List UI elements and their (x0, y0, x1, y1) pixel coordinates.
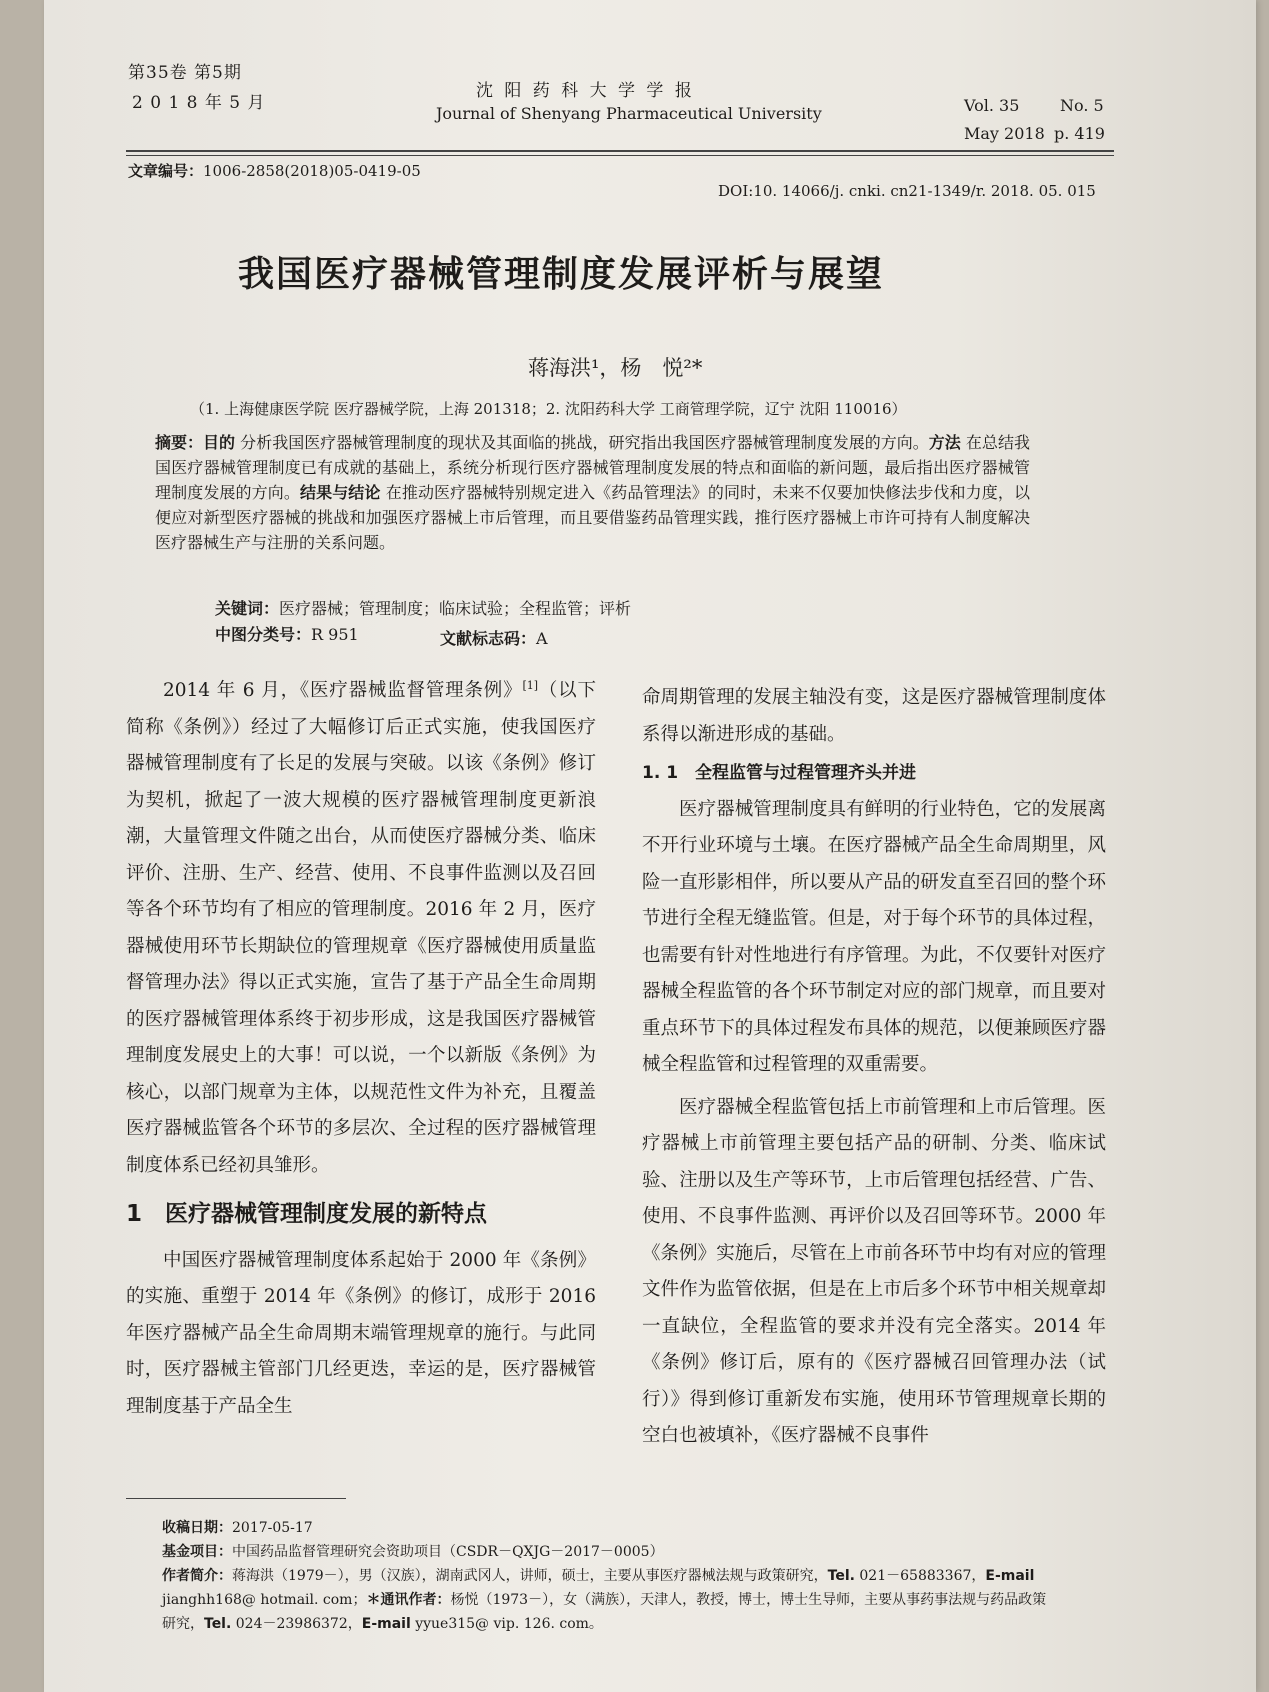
right-column (642, 680, 1106, 1455)
doi: DOI:10. 14066/j. cnki. cn21-1349/r. 2018. 05. 015 (718, 182, 1096, 200)
keywords: 关键词：医疗器械；管理制度；临床试验；全程监管；评析 (215, 599, 632, 618)
continued-paragraph: 命周期管理的发展主轴没有变，这是医疗器械管理制度体系得以渐进形成的基础。 (642, 687, 1106, 745)
footnote-rule (126, 1498, 346, 1499)
date-en: May 2018 (964, 124, 1045, 143)
received-date: 收稿日期：2017-05-17 (162, 1520, 313, 1536)
intro-paragraph: 2014 年 6 月，《医疗器械监督管理条例》[1]（以下简称《条例》）经过了大幅修订后正式实施，使我国医疗器械管理制度有了长足的发展与突破。以该《条例》修订为契机，掀起了一波大规模的医疗器械管理制度更新浪潮，大量管理文件随之出台，从而使医疗器械分类、临床评价、注册、生产、经营、使用、不良事件监测以及召回等各个环节均有了相应的管理制度。2016 年 2 月，医疗器械使用环节长期缺位的管理规章《医疗器械使用质量监督管理办法》得以正式实施，宣告了基于产品全生命周期的医疗器械管理体系终于初步形成，这是我国医疗器械管理制度发展史上的大事！可以说，一个以新版《条例》为核心，以部门规章为主体，以规范性文件为补充，且覆盖医疗器械监管各个环节的多层次、全过程的医疗器械管理制度体系已经初具雏形。 (126, 679, 596, 1176)
section-1-paragraph: 中国医疗器械管理制度体系起始于 2000 年《条例》的实施、重塑于 2014 年《条例》的修订，成形于 2016 年医疗器械产品全生命周期末端管理规章的施行。与此同时，医疗器械主管部门几经更迭，幸运的是，医疗器械管理制度基于产品全生 (126, 1249, 596, 1417)
date-cn: 2 0 1 8 年 5 月 (132, 93, 266, 113)
journal-name-en: Journal of Shenyang Pharmaceutical University (436, 104, 822, 123)
volume-issue-cn: 第35卷 第5期 (128, 63, 242, 83)
citation-ref[interactable]: [1] (522, 679, 539, 692)
volume-en: Vol. 35 (964, 96, 1020, 115)
section-1-1-heading: 1. 1 全程监管与过程管理齐头并进 (642, 763, 917, 783)
issue-en: No. 5 (1060, 96, 1104, 115)
document-code: 文献标志码：A (440, 629, 548, 648)
journal-name-cn: 沈 阳 药 科 大 学 学 报 (476, 81, 695, 101)
author-bio: 作者简介：蒋海洪（1979－），男（汉族），湖南武冈人，讲师，硕士，主要从事医疗器械法规与政策研究，Tel. 021－65883367，E-mail jianghh168@ hotmail. com；＊通讯作者：杨悦（1973－），女（满族），天津人，教授，博士，博士生导师，主要从事药事法规与药品政策研究，Tel. 024－23986372，E-mail yyue315@ vip. 126. com。 (162, 1568, 1047, 1632)
email-address-1[interactable]: jianghh168@ hotmail. com； (162, 1592, 367, 1608)
affiliation: （1. 上海健康医学院 医疗器械学院，上海 201318；2. 沈阳药科大学 工商管理学院，辽宁 沈阳 110016） (190, 400, 907, 418)
article-title: 我国医疗器械管理制度发展评析与展望 (238, 254, 885, 295)
abstract: 摘要：目的 分析我国医疗器械管理制度的现状及其面临的挑战，研究指出我国医疗器械管理制度发展的方向。方法 在总结我国医疗器械管理制度已有成就的基础上，系统分析现行医疗器械管理制度发展的特点和面临的新问题，最后指出医疗器械管理制度发展的方向。结果与结论 在推动医疗器械特别规定进入《药品管理法》的同时，未来不仅要加快修法步伐和力度，以便应对新型医疗器械的挑战和加强医疗器械上市后管理，而且要借鉴药品管理实践，推行医疗器械上市许可持有人制度解决医疗器械生产与注册的关系问题。 (155, 433, 1030, 552)
page-number: p. 419 (1054, 124, 1105, 143)
email-label: E-mail (985, 1568, 1035, 1584)
fund-info: 基金项目：中国药品监督管理研究会资助项目（CSDR－QXJG－2017－0005） (162, 1544, 664, 1560)
footnotes (118, 1516, 1058, 1636)
left-column (126, 668, 596, 1425)
email-address-2[interactable]: yyue315@ vip. 126. com。 (410, 1616, 603, 1632)
classification: 中图分类号：R 951 (215, 625, 359, 644)
header-rule-bottom (126, 155, 1114, 156)
authors: 蒋海洪¹，杨 悦²* (528, 356, 703, 380)
section-1-heading: 1 医疗器械管理制度发展的新特点 (126, 1201, 488, 1228)
header-rule-top (126, 150, 1114, 152)
article-number: 文章编号：1006-2858(2018)05-0419-05 (128, 162, 421, 180)
section-1-1-paragraph-1: 医疗器械管理制度具有鲜明的行业特色，它的发展离不开行业环境与土壤。在医疗器械产品全生命周期里，风险一直形影相伴，所以要从产品的研发直至召回的整个环节进行全程无缝监管。但是，对于每个环节的具体过程，也需要有针对性地进行有序管理。为此，不仅要针对医疗器械全程监管的各个环节制定对应的部门规章，而且要对重点环节下的具体过程发布具体的规范，以便兼顾医疗器械全程监管和过程管理的双重需要。 (642, 798, 1106, 1075)
section-1-1-paragraph-2: 医疗器械全程监管包括上市前管理和上市后管理。医疗器械上市前管理主要包括产品的研制、分类、临床试验、注册以及生产等环节，上市后管理包括经营、广告、使用、不良事件监测、再评价以及召回等环节。2000 年《条例》实施后，尽管在上市前各环节中均有对应的管理文件作为监管依据，但是在上市后多个环节中相关规章却一直缺位，全程监管的要求并没有完全落实。2014 年《条例》修订后，原有的《医疗器械召回管理办法（试行）》得到修订重新发布实施，使用环节管理规章长期的空白也被填补，《医疗器械不良事件 (642, 1096, 1106, 1446)
